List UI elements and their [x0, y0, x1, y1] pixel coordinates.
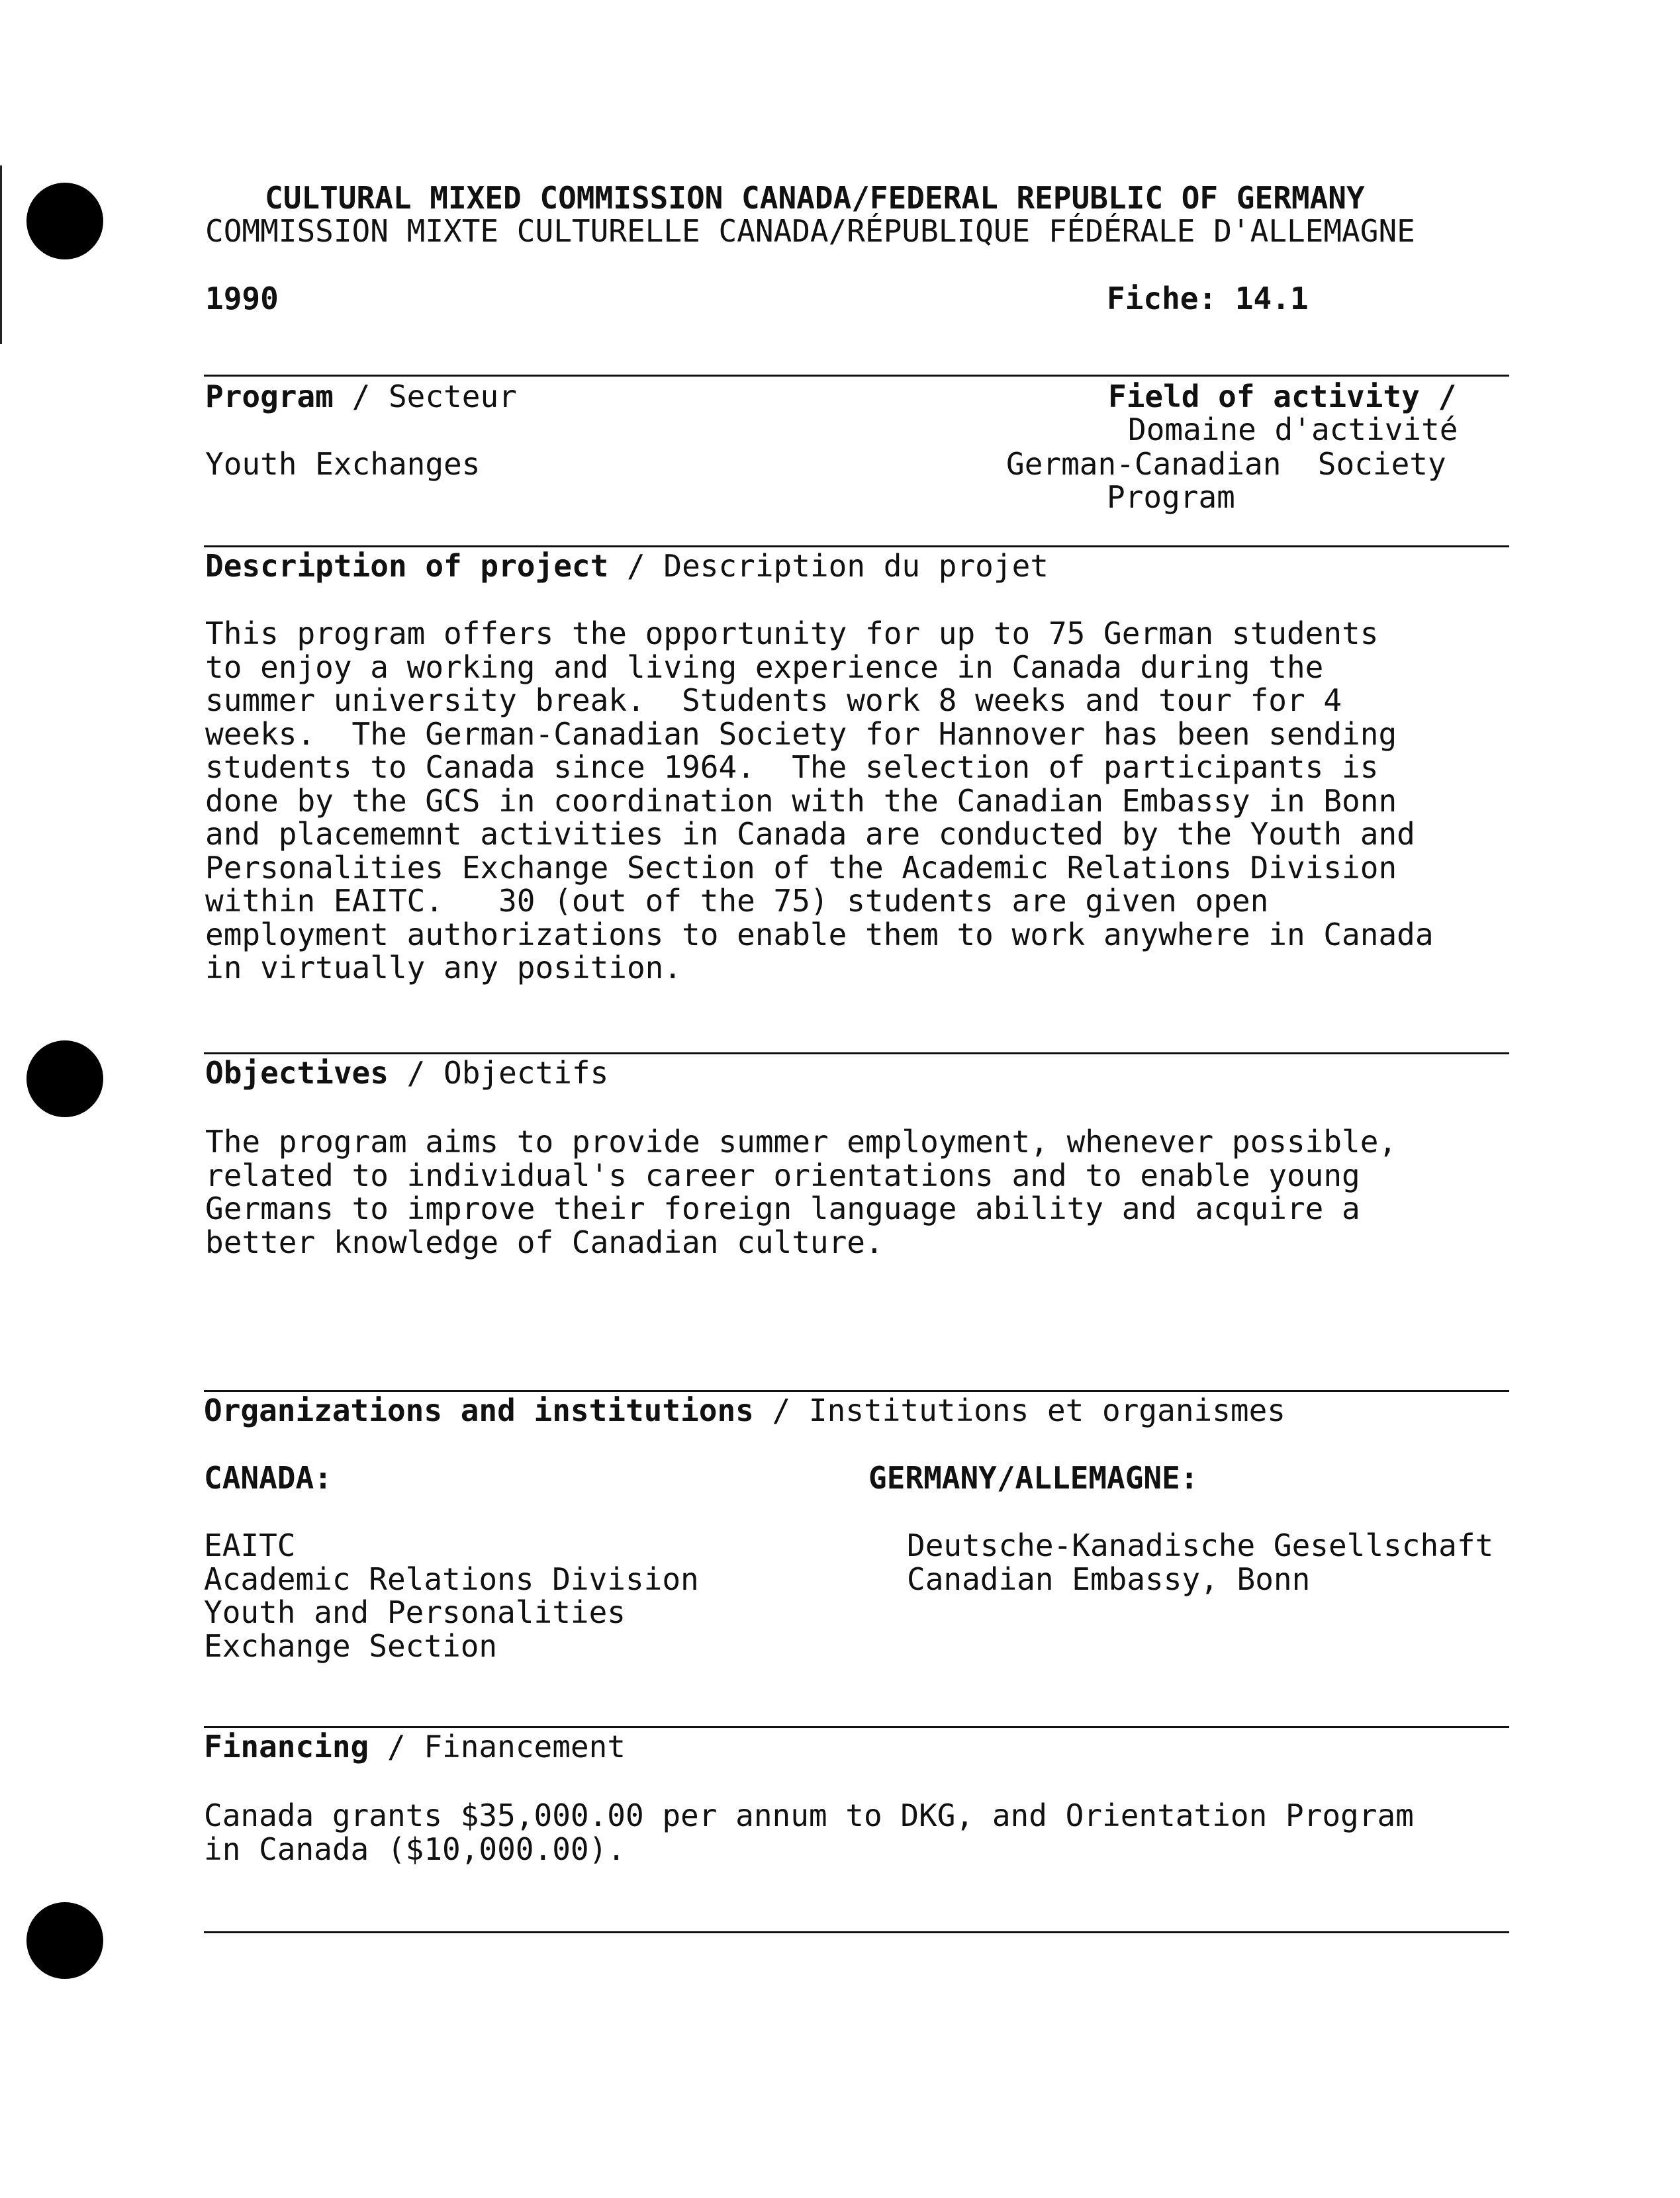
program-label [205, 380, 517, 413]
financing-body [204, 1799, 1414, 1866]
program-value: Youth Exchanges [205, 446, 481, 482]
description-line: in virtually any position. [205, 950, 682, 985]
germany-org-line: Canadian Embassy, Bonn [907, 1561, 1311, 1597]
objectives-line: Germans to improve their foreign language ability and acquire a [205, 1191, 1360, 1226]
divider-bottom [204, 1931, 1509, 1933]
financing-label [204, 1730, 626, 1763]
divider-program [204, 375, 1509, 377]
objectives-line: better knowledge of Canadian culture. [205, 1224, 884, 1260]
objectives-line: The program aims to provide summer employment, whenever possible, [205, 1124, 1397, 1160]
description-line: This program offers the opportunity for up to 75 German students [205, 616, 1379, 651]
description-line: weeks. The German-Canadian Society for Hannover has been sending [205, 715, 1397, 752]
field-of-activity-label-fr: Domaine d'activité [1128, 412, 1458, 447]
description-line: and placememnt activities in Canada are conducted by the Youth and [205, 816, 1415, 852]
objectives-body [205, 1125, 1397, 1259]
canada-org-line: Academic Relations Division [204, 1561, 699, 1597]
punch-hole-bottom [26, 1902, 103, 1979]
title-english: CULTURAL MIXED COMMISSION CANADA/FEDERAL REPUBLIC OF GERMANY [265, 180, 1365, 216]
fiche-number: Fiche: 14.1 [1107, 281, 1309, 316]
organizations-label [204, 1394, 1285, 1427]
germany-organizations [907, 1529, 1493, 1596]
description-line: summer university break. Students work 8 weeks and tour for 4 [205, 682, 1342, 718]
description-line: to enjoy a working and living experience in Canada during the [205, 649, 1324, 685]
description-line: employment authorizations to enable them to work anywhere in Canada [205, 916, 1434, 952]
description-label-fr: / Description du projet [626, 548, 1049, 584]
canada-org-line: Exchange Section [204, 1627, 498, 1664]
description-label-en: Description of project [205, 548, 609, 584]
description-line: within EAITC. 30 (out of the 75) students are given open [205, 883, 1269, 919]
description-body [205, 617, 1434, 985]
program-label-en: Program [205, 379, 334, 414]
canada-org-line: Youth and Personalities [204, 1594, 626, 1630]
program-label-fr: / Secteur [351, 379, 517, 414]
description-line: Personalities Exchange Section of the Academic Relations Division [205, 849, 1397, 886]
germany-org-line: Deutsche-Kanadische Gesellschaft [907, 1528, 1494, 1563]
description-line: done by the GCS in coordination with the Canadian Embassy in Bonn [205, 782, 1397, 819]
objectives-label-en: Objectives [205, 1055, 389, 1091]
financing-label-fr: / Financement [387, 1729, 626, 1764]
scan-edge-line [0, 165, 2, 344]
document-year: 1990 [205, 281, 279, 316]
divider-description [204, 545, 1509, 547]
financing-line: in Canada ($10,000.00). [204, 1831, 626, 1867]
description-label [205, 549, 1049, 582]
field-value-line2: Program [1107, 479, 1235, 515]
organizations-label-en: Organizations and institutions [204, 1393, 754, 1428]
canada-org-line: EAITC [204, 1528, 296, 1563]
field-of-activity-label: Field of activity / [1108, 379, 1457, 414]
objectives-line: related to individual's career orientations and to enable young [205, 1157, 1360, 1193]
title-french: COMMISSION MIXTE CULTURELLE CANADA/RÉPUBLIQUE FÉDÉRALE D'ALLEMAGNE [205, 213, 1415, 249]
divider-financing [204, 1726, 1509, 1728]
organizations-label-fr: / Institutions et organismes [772, 1393, 1285, 1428]
field-value-line1: German-Canadian Society [1006, 446, 1446, 482]
objectives-label-fr: / Objectifs [406, 1055, 609, 1091]
punch-hole-top [26, 183, 103, 259]
canada-organizations [204, 1529, 699, 1663]
description-line: students to Canada since 1964. The selection of participants is [205, 749, 1379, 785]
canada-label: CANADA: [204, 1460, 332, 1496]
punch-hole-middle [26, 1040, 103, 1117]
divider-objectives [204, 1052, 1509, 1054]
objectives-label [205, 1056, 608, 1089]
financing-label-en: Financing [204, 1729, 369, 1764]
divider-organizations [204, 1390, 1509, 1392]
germany-label: GERMANY/ALLEMAGNE: [868, 1460, 1199, 1496]
financing-line: Canada grants $35,000.00 per annum to DKG, and Orientation Program [204, 1798, 1414, 1833]
